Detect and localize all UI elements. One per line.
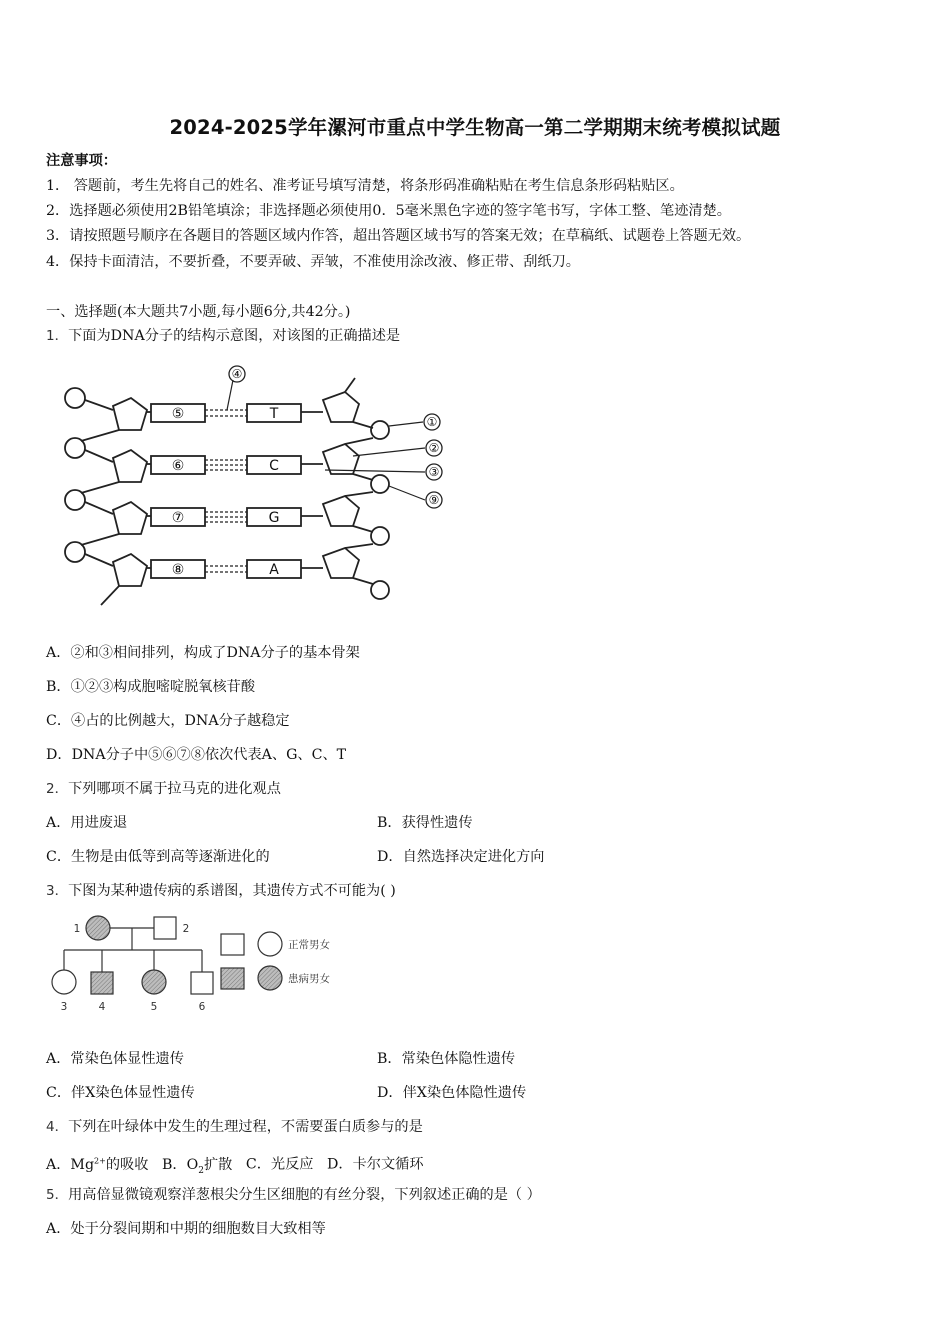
dna-structure-figure xyxy=(55,360,455,615)
question-1-stem xyxy=(46,326,400,346)
notice-item-2: 2．选择题必须使用2B铅笔填涂；非选择题必须使用0．5毫米黑色字迹的签字笔书写，字体工整、笔迹清楚。 xyxy=(46,203,731,219)
phosphate-circle xyxy=(65,388,85,408)
base-letter-t: T xyxy=(269,406,279,422)
pedigree-female-affected xyxy=(142,970,166,994)
question-number: 1． xyxy=(46,328,69,344)
question-5-stem xyxy=(46,1185,541,1205)
section-heading: 一、选择题(本大题共7小题,每小题6分,共42分。) xyxy=(46,304,351,320)
individual-6: 6 xyxy=(198,1001,206,1013)
q4-options xyxy=(46,1151,424,1181)
phosphate-circle xyxy=(371,527,389,545)
phosphate-circle xyxy=(371,421,389,439)
base-letter-g: G xyxy=(268,510,280,526)
legend-female-normal xyxy=(258,932,282,956)
question-text: 用高倍显微镜观察洋葱根尖分生区细胞的有丝分裂，下列叙述正确的是（ ） xyxy=(68,1187,541,1203)
question-number: 3． xyxy=(46,883,69,899)
sugar-pentagon xyxy=(113,554,147,586)
q2-option-b: B．获得性遗传 xyxy=(377,815,473,831)
q2-option-d: D．自然选择决定进化方向 xyxy=(377,849,545,865)
pedigree-male-affected xyxy=(91,972,113,994)
sugar-pentagon xyxy=(323,496,359,526)
sugar-pentagon xyxy=(323,548,359,578)
notice-heading: 注意事项： xyxy=(46,153,117,169)
legend-male-affected xyxy=(221,968,244,989)
base-label-8: ⑧ xyxy=(171,562,185,578)
callout-9: ⑨ xyxy=(428,493,440,507)
notice-item-3: 3．请按照题号顺序在各题目的答题区域内作答，超出答题区域书写的答案无效；在草稿纸、试题卷上答题无效。 xyxy=(46,228,751,244)
legend-normal-label: 正常男女 xyxy=(288,939,330,951)
q1-option-d: D．DNA分子中⑤⑥⑦⑧依次代表A、G、C、T xyxy=(46,747,347,763)
question-number: 5． xyxy=(46,1187,69,1203)
page-title: 2024-2025学年漯河市重点中学生物高一第二学期期末统考模拟试题 xyxy=(169,116,781,139)
pedigree-figure xyxy=(48,912,348,1017)
base-label-7: ⑦ xyxy=(171,510,185,526)
legend-female-affected xyxy=(258,966,282,990)
q5-option-a: A．处于分裂间期和中期的细胞数目大致相等 xyxy=(46,1221,326,1237)
sugar-pentagon xyxy=(323,392,359,422)
base-label-5: ⑤ xyxy=(171,406,185,422)
q3-option-b: B．常染色体隐性遗传 xyxy=(377,1051,516,1067)
phosphate-circle xyxy=(371,581,389,599)
sugar-pentagon xyxy=(113,398,147,430)
question-number: 2． xyxy=(46,781,69,797)
base-label-6: ⑥ xyxy=(171,458,185,474)
question-number: 4． xyxy=(46,1119,69,1135)
q2-option-a: A．用进废退 xyxy=(46,815,128,831)
callout-1: ① xyxy=(426,415,438,429)
q4-option-c: C．光反应 xyxy=(245,1156,314,1173)
base-letter-c: C xyxy=(269,458,279,474)
question-text: 下列哪项不属于拉马克的进化观点 xyxy=(68,781,281,797)
phosphate-circle xyxy=(371,475,389,493)
individual-1: 1 xyxy=(73,923,81,935)
pedigree-female-normal xyxy=(52,970,76,994)
pedigree-male-normal xyxy=(154,917,176,939)
q2-option-c: C．生物是由低等到高等逐渐进化的 xyxy=(46,849,270,865)
question-3-stem xyxy=(46,881,396,901)
pedigree-male-normal xyxy=(191,972,213,994)
callout-3: ③ xyxy=(428,465,440,479)
q3-option-a: A．常染色体显性遗传 xyxy=(46,1051,184,1067)
q4-option-a: A．$Mg^{2+}$的吸收 xyxy=(46,1156,149,1173)
q4-option-b: B．$O_2$扩散 xyxy=(161,1156,233,1176)
q4-option-d: D．卡尔文循环 xyxy=(327,1156,424,1173)
q3-option-d: D．伴X染色体隐性遗传 xyxy=(377,1085,527,1101)
individual-3: 3 xyxy=(60,1001,68,1013)
base-letter-a: A xyxy=(269,562,279,578)
individual-5: 5 xyxy=(150,1001,158,1013)
legend-male-normal xyxy=(221,934,244,955)
q1-option-c: C．④占的比例越大，DNA分子越稳定 xyxy=(46,713,290,729)
question-text: 下图为某种遗传病的系谱图，其遗传方式不可能为( ) xyxy=(68,883,396,899)
q3-option-c: C．伴X染色体显性遗传 xyxy=(46,1085,195,1101)
notice-item-4: 4．保持卡面清洁，不要折叠，不要弄破、弄皱，不准使用涂改液、修正带、刮纸刀。 xyxy=(46,254,580,270)
notice-item-1: 1． 答题前，考生先将自己的姓名、准考证号填写清楚，将条形码准确粘贴在考生信息条形码粘贴区。 xyxy=(46,178,684,194)
individual-2: 2 xyxy=(182,923,190,935)
callout-2: ② xyxy=(428,441,440,455)
pedigree-female-affected xyxy=(86,916,110,940)
question-text: 下面为DNA分子的结构示意图，对该图的正确描述是 xyxy=(68,328,401,344)
question-4-stem xyxy=(46,1117,423,1137)
question-text: 下列在叶绿体中发生的生理过程，不需要蛋白质参与的是 xyxy=(68,1119,423,1135)
q1-option-b: B．①②③构成胞嘧啶脱氧核苷酸 xyxy=(46,679,256,695)
callout-4: ④ xyxy=(231,367,243,381)
legend-affected-label: 患病男女 xyxy=(288,973,330,985)
sugar-pentagon xyxy=(113,450,147,482)
question-2-stem xyxy=(46,779,281,799)
individual-4: 4 xyxy=(98,1001,106,1013)
q1-option-a: A．②和③相间排列，构成了DNA分子的基本骨架 xyxy=(46,645,360,661)
sugar-pentagon xyxy=(113,502,147,534)
